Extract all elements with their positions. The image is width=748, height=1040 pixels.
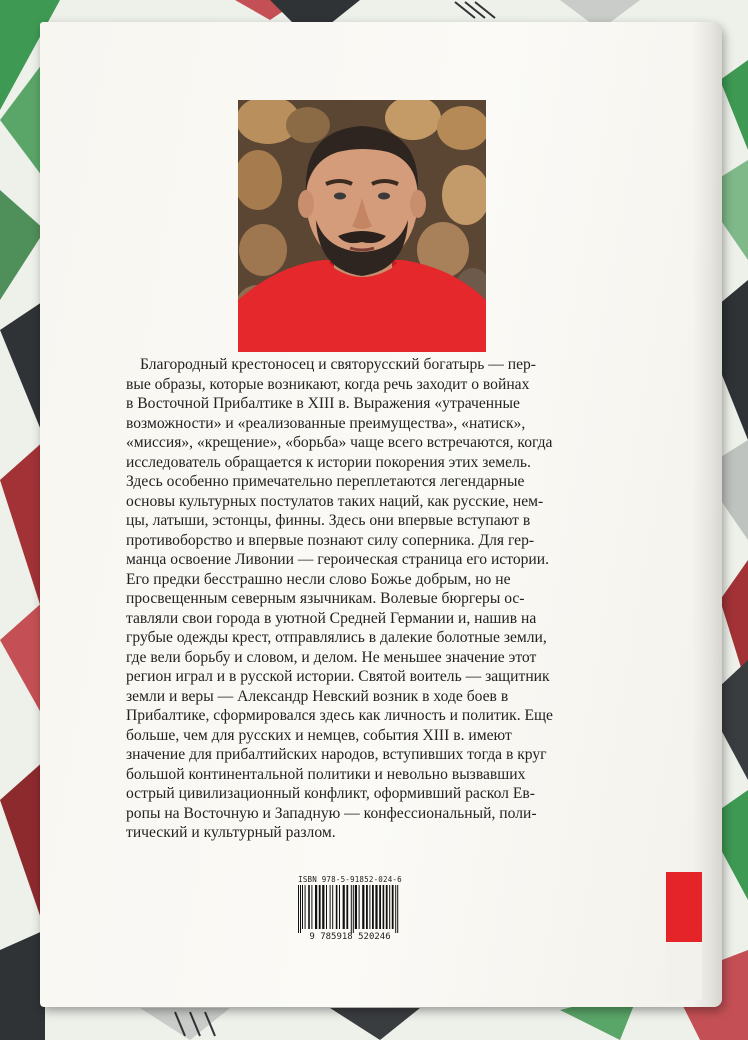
annotation-line: основы культурных постулатов таких наций, как русские, нем-	[126, 492, 544, 510]
barcode-bars	[296, 885, 404, 933]
barcode-bar	[315, 885, 317, 929]
barcode-bar	[326, 885, 327, 929]
barcode-bar	[332, 885, 333, 929]
barcode-bar	[379, 885, 381, 929]
barcode-bar	[319, 885, 321, 929]
annotation-line: просвещенным северным язычникам. Волевые бюргеры ос-	[126, 590, 525, 607]
annotation-line: где вели борьбу и словом, и делом. Не меньшее значение этот	[126, 648, 537, 666]
barcode-bar	[359, 885, 360, 929]
annotation-line: манца освоение Ливонии — героическая страница его истории.	[126, 551, 550, 568]
annotation-line: «миссия», «крещение», «борьба» чаще всего встречаются, когда	[126, 434, 553, 451]
annotation-line: исследователь обращается к истории покорения этих земель.	[126, 453, 531, 471]
barcode-bar	[355, 885, 357, 929]
barcode-bar	[346, 885, 348, 929]
barcode-bar	[322, 885, 324, 929]
barcode-bar	[375, 885, 377, 929]
barcode-bar	[305, 885, 306, 929]
annotation-line: грубые одежды крест, отправлялись в далекие болотные земли,	[126, 629, 547, 646]
barcode-bar	[308, 885, 310, 929]
author-photo	[238, 100, 486, 352]
barcode-bar	[383, 885, 385, 929]
barcode-bar	[353, 885, 354, 933]
barcode-bar	[386, 885, 388, 929]
barcode-bar	[397, 885, 398, 933]
barcode-bar	[351, 885, 352, 933]
author-portrait-image	[238, 100, 486, 352]
annotation-line: больше, чем для русских и немцев, события XIII в. имеют	[126, 726, 512, 744]
annotation-line: Благородный крестоносец и святорусский богатырь — пер-	[140, 356, 537, 373]
isbn-label: ISBN 978-5-91852-024-6	[298, 875, 402, 884]
barcode-bar	[395, 885, 396, 933]
annotation-line: ропы на Восточную и Западную — конфессиональный, поли-	[126, 804, 537, 822]
annotation-line: большой континентальной политики и невольно вызвавших	[126, 765, 526, 783]
ean-number: 9 785918 520246	[309, 932, 391, 942]
barcode-bar	[392, 885, 394, 929]
barcode-bar	[311, 885, 312, 929]
cover-edge-shading	[692, 22, 722, 1007]
annotation-line: возможности» и «реализованные преимущества», «натиск»,	[126, 414, 526, 432]
annotation-line: цы, латыши, эстонцы, финны. Здесь они впервые вступают в	[126, 512, 531, 529]
annotation-text	[126, 355, 568, 843]
barcode-bar	[369, 885, 370, 929]
barcode-bar	[389, 885, 390, 929]
annotation-line: тический и культурный разлом.	[126, 824, 336, 841]
barcode-bar	[336, 885, 338, 929]
barcode-bar	[339, 885, 340, 929]
annotation-line: в Восточной Прибалтике в XIII в. Выражения «утраченные	[126, 395, 520, 412]
annotation-line: тавляли свои города в уютной Средней Германии и, нашив на	[126, 609, 537, 627]
annotation-line: значение для прибалтийских народов, вступивших тогда в круг	[126, 746, 547, 763]
stripe-gap	[666, 942, 702, 1000]
barcode-block	[294, 875, 406, 945]
barcode-bar	[343, 885, 345, 929]
annotation-line: острый цивилизационный конфликт, оформивший раскол Ев-	[126, 785, 535, 802]
barcode-bar	[300, 885, 301, 933]
barcode-bar	[366, 885, 368, 929]
annotation-line: Его предки бесстрашно несли слово Божье добрым, но не	[126, 570, 511, 588]
barcode-bar	[330, 885, 331, 929]
annotation-line: Здесь особенно примечательно переплетаются легендарные	[126, 473, 525, 490]
annotation-line: Прибалтике, сформировался здесь как личность и политик. Еще	[126, 707, 553, 724]
barcode-bar	[302, 885, 303, 929]
annotation-line: противоборство и впервые познают силу соперника. Для гер-	[126, 531, 535, 549]
red-accent-stripe	[666, 872, 702, 942]
annotation-line: вые образы, которые возникают, когда речь заходит о войнах	[126, 375, 530, 393]
barcode-bar	[372, 885, 374, 929]
barcode-bar	[362, 885, 364, 929]
annotation-line: земли и веры — Александр Невский возник в ходе боев в	[126, 687, 509, 705]
annotation-line: регион играл и в русской истории. Святой воитель — защитник	[126, 668, 550, 685]
barcode-bar	[298, 885, 299, 933]
